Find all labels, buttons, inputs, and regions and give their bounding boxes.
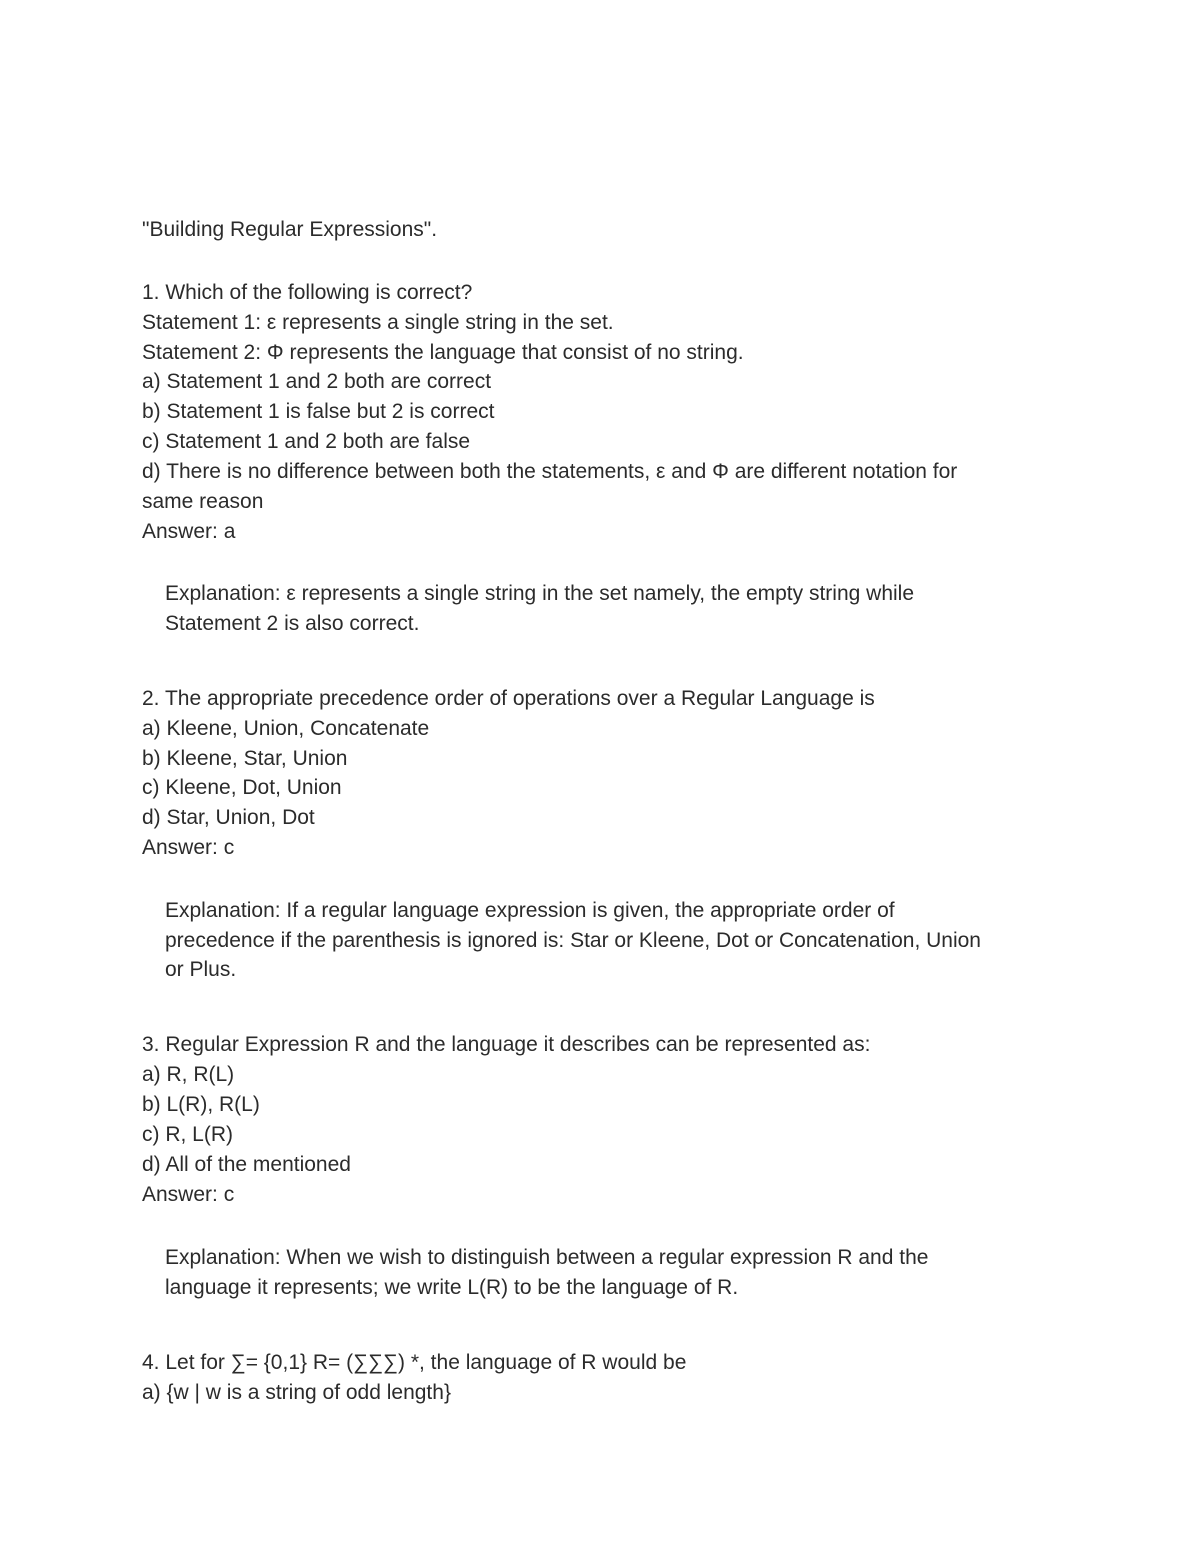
q3-explanation-line-2: language it represents; we write L(R) to be the language of R.	[165, 1276, 739, 1299]
q2-explanation-line-3: or Plus.	[165, 958, 237, 981]
document-title: "Building Regular Expressions".	[142, 218, 438, 241]
q3-answer: Answer: c	[142, 1183, 235, 1206]
q2-option-b: b) Kleene, Star, Union	[142, 747, 348, 770]
q3-option-a: a) R, R(L)	[142, 1063, 235, 1086]
q1-statement-1: Statement 1: ε represents a single string in the set.	[142, 311, 614, 334]
q2-question: 2. The appropriate precedence order of operations over a Regular Language is	[142, 687, 875, 710]
q1-answer: Answer: a	[142, 520, 236, 543]
q1-explanation-line-2: Statement 2 is also correct.	[165, 612, 420, 635]
q1-option-a: a) Statement 1 and 2 both are correct	[142, 370, 492, 393]
q1-option-d-line-2: same reason	[142, 490, 264, 513]
q3-option-d: d) All of the mentioned	[142, 1153, 351, 1176]
q3-explanation-line-1: Explanation: When we wish to distinguish between a regular expression R and the	[165, 1246, 929, 1269]
q4-option-a: a) {w | w is a string of odd length}	[142, 1381, 451, 1404]
q1-explanation-line-1: Explanation: ε represents a single string in the set namely, the empty string while	[165, 582, 915, 605]
q3-option-b: b) L(R), R(L)	[142, 1093, 260, 1116]
q1-option-c: c) Statement 1 and 2 both are false	[142, 430, 471, 453]
q2-option-c: c) Kleene, Dot, Union	[142, 776, 342, 799]
q2-explanation-line-2: precedence if the parenthesis is ignored is: Star or Kleene, Dot or Concatenation, Union	[165, 929, 981, 952]
q2-answer: Answer: c	[142, 836, 235, 859]
q2-explanation-line-1: Explanation: If a regular language expression is given, the appropriate order of	[165, 899, 895, 922]
q1-option-d-line-1: d) There is no difference between both the statements, ε and Φ are different notation for	[142, 460, 958, 483]
q4-question: 4. Let for ∑= {0,1} R= (∑∑∑) *, the language of R would be	[142, 1351, 687, 1374]
q2-option-a: a) Kleene, Union, Concatenate	[142, 717, 430, 740]
q1-question: 1. Which of the following is correct?	[142, 281, 473, 304]
q2-option-d: d) Star, Union, Dot	[142, 806, 315, 829]
q1-statement-2: Statement 2: Φ represents the language that consist of no string.	[142, 341, 744, 364]
q1-option-b: b) Statement 1 is false but 2 is correct	[142, 400, 495, 423]
q3-option-c: c) R, L(R)	[142, 1123, 233, 1146]
q3-question: 3. Regular Expression R and the language it describes can be represented as:	[142, 1033, 871, 1056]
